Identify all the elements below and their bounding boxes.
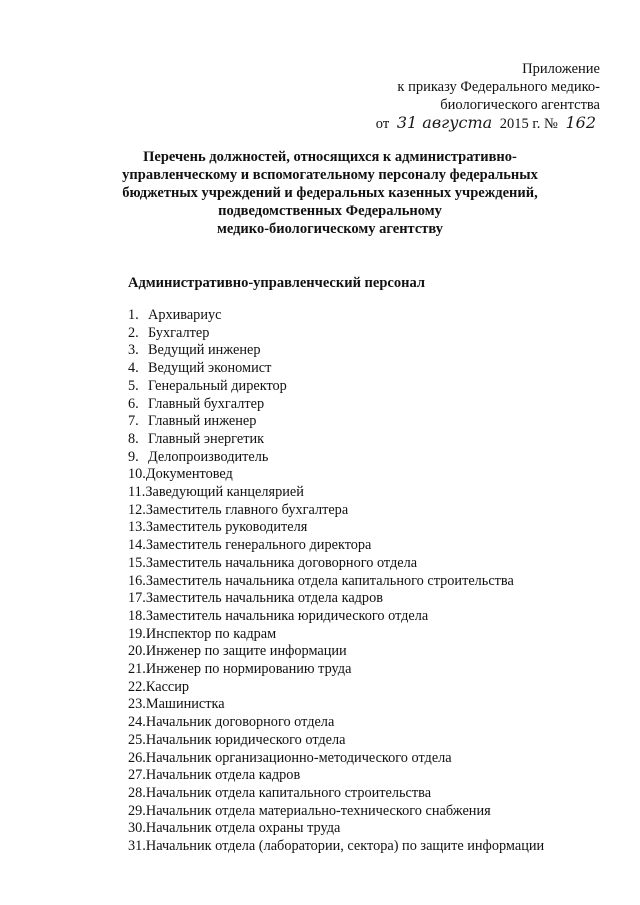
list-item <box>128 378 544 396</box>
list-item-number: 3. <box>128 342 139 359</box>
list-item-text: Бухгалтер <box>148 324 210 341</box>
list-item-text: Начальник отдела кадров <box>145 767 301 784</box>
list-item <box>128 484 544 502</box>
list-item-number: 11. <box>128 484 146 501</box>
list-item-text: Инженер по нормированию труда <box>145 661 352 678</box>
list-item <box>128 573 544 591</box>
list-item-number: 6. <box>128 395 139 412</box>
list-item <box>128 750 544 768</box>
list-item-text: Документовед <box>145 466 233 483</box>
list-item-number: 29. <box>128 802 146 819</box>
list-item-text: Начальник отдела капитального строительства <box>145 784 432 801</box>
title-line: управленческому и вспомогательному персоналу федеральных <box>122 167 538 183</box>
list-item-number: 5. <box>128 377 139 394</box>
list-item-text: Заместитель начальника отдела кадров <box>145 590 383 607</box>
list-item-number: 31. <box>128 838 146 855</box>
list-item-text: Кассир <box>145 678 190 695</box>
list-item-text: Начальник договорного отдела <box>145 714 335 731</box>
list-item <box>128 767 544 785</box>
document-title <box>100 148 560 238</box>
list-item <box>128 838 544 856</box>
list-item-text: Машинистка <box>145 696 225 713</box>
order-date-line <box>340 114 600 133</box>
list-item-text: Заместитель начальника договорного отдела <box>145 554 418 571</box>
list-item <box>128 732 544 750</box>
list-item-number: 22. <box>128 678 146 695</box>
appendix-header <box>340 60 600 133</box>
list-item-number: 12. <box>128 501 146 518</box>
list-item <box>128 342 544 360</box>
date-prefix: от <box>375 116 390 132</box>
list-item-text: Ведущий инженер <box>148 342 261 359</box>
list-item-number: 7. <box>128 413 139 430</box>
date-year: 2015 г. № <box>499 116 558 132</box>
list-item-number: 20. <box>128 643 146 660</box>
list-item <box>128 307 544 325</box>
agency-name: биологического агентства <box>440 97 600 113</box>
list-item <box>128 537 544 555</box>
list-item-number: 24. <box>128 714 146 731</box>
list-item-text: Заместитель генерального директора <box>145 537 372 554</box>
list-item-text: Заместитель руководителя <box>145 519 308 536</box>
title-line: подведомственных Федеральному <box>218 203 442 219</box>
list-item-text: Заведующий канцелярией <box>145 484 304 501</box>
list-item <box>128 696 544 714</box>
list-item-text: Главный бухгалтер <box>148 395 265 412</box>
list-item-number: 2. <box>128 324 139 341</box>
list-item-text: Делопроизводитель <box>148 448 269 465</box>
list-item-number: 16. <box>128 572 146 589</box>
list-item-number: 10. <box>128 466 146 483</box>
list-item-text: Начальник организационно-методического отдела <box>145 749 452 766</box>
list-item-number: 27. <box>128 767 146 784</box>
list-item-number: 14. <box>128 537 146 554</box>
list-item-number: 26. <box>128 749 146 766</box>
list-item-text: Начальник отдела охраны труда <box>145 820 341 837</box>
list-item-number: 8. <box>128 430 139 447</box>
list-item-number: 13. <box>128 519 146 536</box>
list-item <box>128 803 544 821</box>
list-item <box>128 661 544 679</box>
list-item <box>128 626 544 644</box>
list-item <box>128 413 544 431</box>
list-item <box>128 785 544 803</box>
list-item <box>128 643 544 661</box>
handwritten-order-number: 162 <box>565 113 596 132</box>
list-item <box>128 431 544 449</box>
list-item-number: 19. <box>128 625 146 642</box>
list-item-number: 23. <box>128 696 146 713</box>
title-line: бюджетных учреждений и федеральных казенных учреждений, <box>122 185 538 201</box>
list-item <box>128 608 544 626</box>
section-heading: Административно-управленческий персонал <box>128 275 425 291</box>
list-item-text: Заместитель главного бухгалтера <box>145 501 349 518</box>
list-item-text: Инспектор по кадрам <box>145 625 277 642</box>
list-item <box>128 679 544 697</box>
list-item-text: Заместитель начальника юридического отдела <box>145 607 429 624</box>
list-item <box>128 396 544 414</box>
list-item <box>128 502 544 520</box>
title-line: Перечень должностей, относящихся к административно- <box>143 149 517 165</box>
list-item-number: 28. <box>128 784 146 801</box>
order-reference: к приказу Федерального медико- <box>397 79 600 95</box>
list-item <box>128 590 544 608</box>
list-item-number: 17. <box>128 590 146 607</box>
list-item <box>128 820 544 838</box>
list-item-text: Главный инженер <box>148 413 257 430</box>
list-item-text: Начальник отдела (лаборатории, сектора) по защите информации <box>145 838 545 855</box>
list-item-text: Архивариус <box>148 307 222 323</box>
list-item <box>128 449 544 467</box>
list-item-number: 30. <box>128 820 146 837</box>
list-item <box>128 466 544 484</box>
list-item <box>128 360 544 378</box>
list-item-text: Начальник юридического отдела <box>145 731 346 748</box>
list-item-text: Ведущий экономист <box>148 360 272 377</box>
appendix-label: Приложение <box>522 61 600 77</box>
list-item-text: Начальник отдела материально-технического снабжения <box>145 802 491 819</box>
list-item-number: 21. <box>128 661 146 678</box>
list-item-text: Инженер по защите информации <box>145 643 347 660</box>
positions-list <box>128 307 544 856</box>
list-item <box>128 325 544 343</box>
list-item-text: Генеральный директор <box>148 377 287 394</box>
handwritten-date: 31 августа <box>396 113 493 132</box>
list-item <box>128 519 544 537</box>
list-item-number: 9. <box>128 448 139 465</box>
list-item-text: Главный энергетик <box>148 430 265 447</box>
list-item-text: Заместитель начальника отдела капитального строительства <box>145 572 514 589</box>
list-item-number: 15. <box>128 554 146 571</box>
list-item <box>128 555 544 573</box>
list-item-number: 1. <box>128 307 139 323</box>
list-item-number: 18. <box>128 607 146 624</box>
title-line: медико-биологическому агентству <box>216 221 444 237</box>
list-item <box>128 714 544 732</box>
list-item-number: 4. <box>128 360 139 377</box>
list-item-number: 25. <box>128 731 146 748</box>
